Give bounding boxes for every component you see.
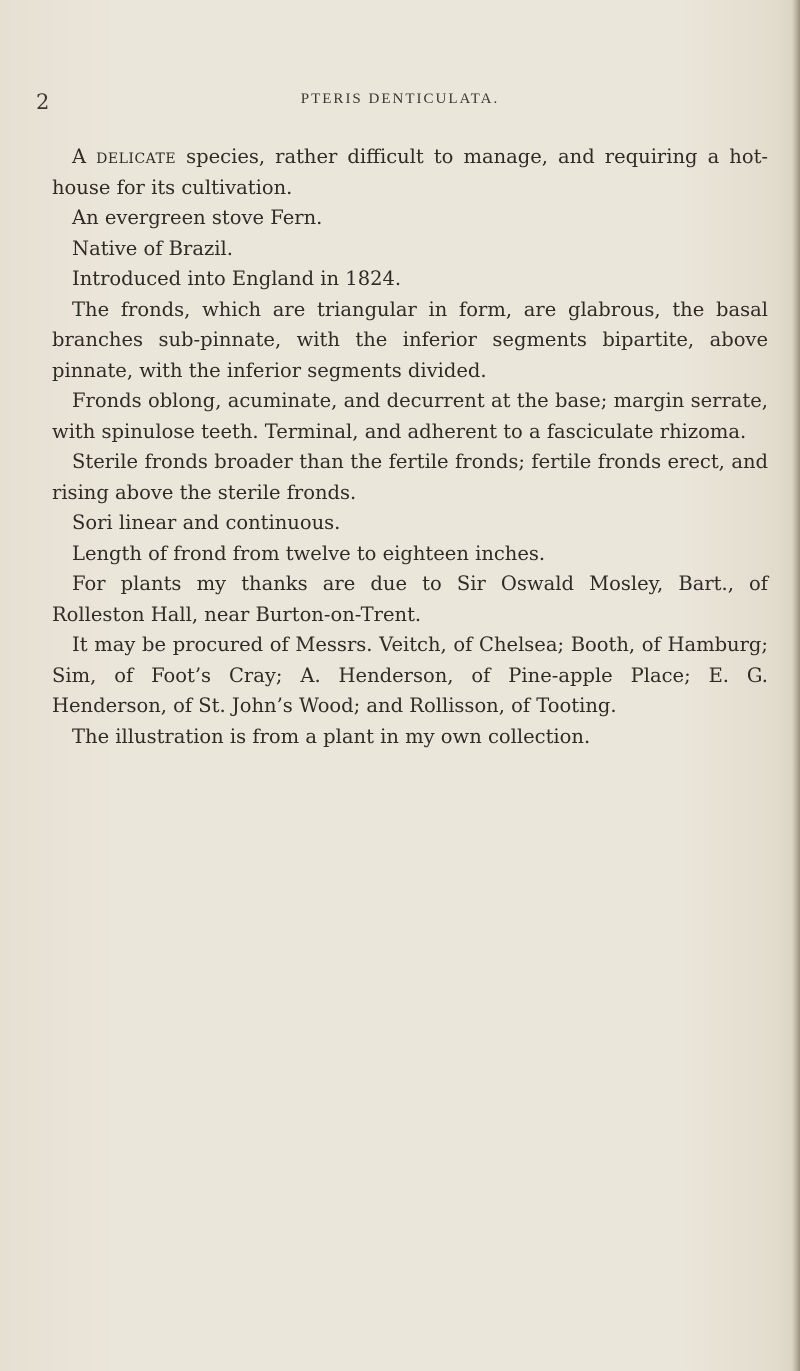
paragraph-sori: Sori linear and continuous. — [72, 511, 341, 534]
body-text — [52, 142, 768, 752]
paragraph-sterile-fronds: Sterile fronds broader than the fertile fronds; fertile fronds erect, and rising above the sterile fronds. — [52, 450, 768, 504]
page-edge-shadow — [792, 0, 800, 1371]
paragraph-fronds-description: The fronds, which are triangular in form, are glabrous, the basal branches sub-pinnate, with the inferior segments bipartite, above pinnate, with the inferior segments divided. — [52, 297, 768, 382]
paragraph-native: Native of Brazil. — [72, 236, 233, 260]
paragraph-procured: It may be procured of Messrs. Veitch, of Chelsea; Booth, of Hamburg; Sim, of Foot’s Cray; A. Henderson, of Pine-apple Place; E. G. Henderson, of St. John’s Wood; and Rollisson, of Tooting. — [52, 633, 768, 717]
intro-lead: A — [72, 145, 87, 168]
intro-rest: species, rather difficult to manage, and requiring a hot-house for its cultivation. — [52, 145, 769, 199]
paragraph-introduced: Introduced into England in 1824. — [72, 267, 402, 290]
paragraph-thanks: For plants my thanks are due to Sir Oswald Mosley, Bart., of Rolleston Hall, near Burton-on-Trent. — [52, 572, 768, 626]
page-number: 2 — [36, 90, 50, 114]
running-head: PTERIS DENTICULATA. — [300, 91, 500, 107]
paragraph-illustration: The illustration is from a plant in my own collection. — [72, 724, 591, 748]
paragraph-length: Length of frond from twelve to eighteen inches. — [72, 541, 546, 565]
paragraph-fronds-oblong: Fronds oblong, acuminate, and decurrent at the base; margin serrate, with spinulose teeth. Terminal, and adherent to a fasciculate rhizoma. — [52, 389, 768, 443]
intro-smallcaps: delicate — [96, 145, 177, 168]
paragraph-evergreen: An evergreen stove Fern. — [72, 206, 323, 229]
paragraph-intro — [52, 142, 768, 203]
